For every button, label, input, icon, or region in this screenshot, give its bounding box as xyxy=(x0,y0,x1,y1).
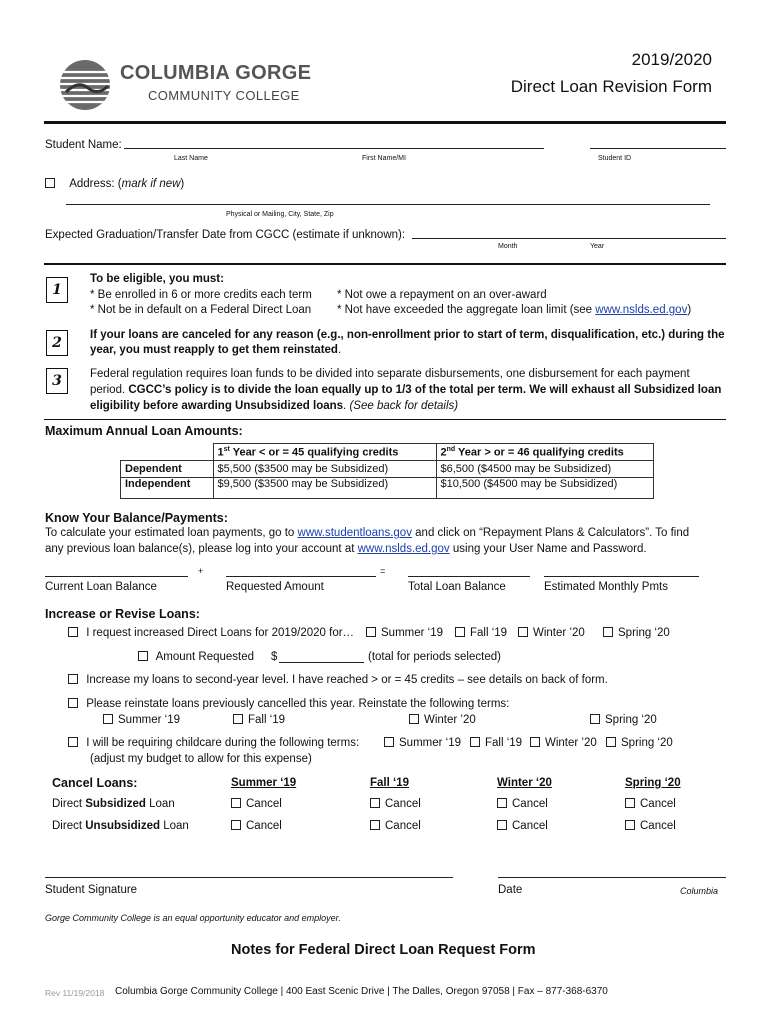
rule-1-d: * Not have exceeded the aggregate loan limit (see xyxy=(337,304,593,316)
cancel-title: Cancel Loans: xyxy=(52,776,138,790)
nslds-link[interactable]: www.nslds.ed.gov xyxy=(595,304,688,316)
date-label: Date xyxy=(498,884,523,896)
dollar-sign: $ xyxy=(271,651,278,663)
notes-title: Notes for Federal Direct Loan Request Form xyxy=(231,942,536,958)
reinstate-summer-checkbox[interactable] xyxy=(103,714,113,724)
rule-2-end: . xyxy=(337,344,342,356)
option-reinstate: Please reinstate loans previously cancelled this year. Reinstate the following terms: xyxy=(68,698,509,710)
amount-requested-row: Amount Requested xyxy=(138,651,254,663)
cancel-sub-summer-checkbox[interactable] xyxy=(231,798,241,808)
reinstate-winter-checkbox[interactable] xyxy=(409,714,419,724)
cancel-unsub-winter-checkbox[interactable] xyxy=(497,820,507,830)
rule-1-d-wrap xyxy=(337,304,691,316)
rule-3-line2a: period. xyxy=(90,384,126,396)
childcare-summer-checkbox[interactable] xyxy=(384,737,394,747)
option-second-year: Increase my loans to second-year level. I have reached > or = 45 credits – see details on back of form. xyxy=(68,674,608,686)
reinstate-winter: Winter ’20 xyxy=(409,714,476,726)
cell-independent-y2: $10,500 ($4500 may be Subsidized) xyxy=(436,478,653,499)
month-caption: Month xyxy=(498,243,518,250)
balance-title: Know Your Balance/Payments: xyxy=(45,511,228,525)
row-label-dependent: Dependent xyxy=(121,461,214,478)
monthly-payment-label: Estimated Monthly Pmts xyxy=(544,581,668,593)
childcare-winter-checkbox[interactable] xyxy=(530,737,540,747)
monthly-payment-field[interactable] xyxy=(544,576,699,577)
childcare-fall-checkbox[interactable] xyxy=(470,737,480,747)
winter20-option: Winter ’20 xyxy=(518,627,585,639)
signature-label: Student Signature xyxy=(45,884,138,896)
increase-loans-checkbox[interactable] xyxy=(68,627,78,637)
rule-1-a: * Be enrolled in 6 or more credits each term xyxy=(90,289,312,301)
summer19-checkbox[interactable] xyxy=(366,627,376,637)
childcare-fall: Fall ‘19 xyxy=(470,737,522,749)
childcare-spring: Spring ‘20 xyxy=(606,737,673,749)
student-name-label: Student Name: xyxy=(45,139,122,151)
cell-independent-y1: $9,500 ($3500 may be Subsidized) xyxy=(213,478,436,499)
rule-1-d-end: ) xyxy=(687,304,692,316)
studentloans-link[interactable]: www.studentloans.gov xyxy=(297,527,412,539)
childcare-spring-checkbox[interactable] xyxy=(606,737,616,747)
rule-1-number: 1 xyxy=(46,277,68,303)
fall19-option: Fall ‘19 xyxy=(455,627,507,639)
reinstate-spring: Spring ‘20 xyxy=(590,714,657,726)
columbia-text: Columbia xyxy=(680,886,719,896)
summer19-option: Summer ‘19 xyxy=(366,627,443,639)
cancel-sub-fall: Cancel xyxy=(370,798,421,810)
cell-dependent-y2: $6,500 ($4500 may be Subsidized) xyxy=(436,461,653,478)
cancel-sub-winter-checkbox[interactable] xyxy=(497,798,507,808)
college-logo xyxy=(58,58,333,110)
rule-2-number: 2 xyxy=(46,330,68,356)
rule-2-line1: If your loans are canceled for any reason (e.g., non-enrollment prior to start of term, disqualification, etc.) during the xyxy=(90,329,725,341)
revision-date: Rev 11/19/2018 xyxy=(45,988,105,998)
current-balance-field[interactable] xyxy=(45,576,188,577)
section-divider xyxy=(44,263,726,265)
reinstate-spring-checkbox[interactable] xyxy=(590,714,600,724)
reinstate-checkbox[interactable] xyxy=(68,698,78,708)
rule-1-c: * Not be in default on a Federal Direct Loan xyxy=(90,304,312,316)
student-id-caption: Student ID xyxy=(598,155,632,162)
eeo-statement: Gorge Community College is an equal opportunity educator and employer. xyxy=(45,913,341,923)
nslds-link-2[interactable]: www.nslds.ed.gov xyxy=(357,543,450,555)
rule-3-line3-wrap xyxy=(90,400,458,412)
option-increase-loans: I request increased Direct Loans for 2019/2020 for… xyxy=(68,627,354,639)
max-loan-title: Maximum Annual Loan Amounts: xyxy=(45,424,243,438)
signature-field[interactable] xyxy=(45,877,453,878)
total-periods-note: (total for periods selected) xyxy=(368,651,501,663)
rule-3-number: 3 xyxy=(46,368,68,394)
cancel-unsub-spring: Cancel xyxy=(625,820,676,832)
childcare-note: (adjust my budget to allow for this expense) xyxy=(90,753,312,765)
student-id-field[interactable] xyxy=(590,148,726,149)
cancel-unsub-summer: Cancel xyxy=(231,820,282,832)
balance-line1: To calculate your estimated loan payments, go to www.studentloans.gov and click on “Repayment Plans & Calculators”. To find xyxy=(45,527,690,539)
address-close: ) xyxy=(180,178,185,190)
cancel-unsub-fall-checkbox[interactable] xyxy=(370,820,380,830)
address-row xyxy=(45,178,184,190)
cancel-sub-summer: Cancel xyxy=(231,798,282,810)
last-name-caption: Last Name xyxy=(174,155,208,162)
table-row xyxy=(121,478,654,499)
reinstate-summer: Summer ‘19 xyxy=(103,714,180,726)
table-row xyxy=(121,461,654,478)
address-field[interactable] xyxy=(66,204,710,205)
cancel-term-winter: Winter ‘20 xyxy=(497,777,552,789)
requested-amount-label: Requested Amount xyxy=(226,581,324,593)
cell-dependent-y1: $5,500 ($3500 may be Subsidized) xyxy=(213,461,436,478)
footer-address: Columbia Gorge Community College | 400 East Scenic Drive | The Dalles, Oregon 97058 | Fax – 877-368-6370 xyxy=(115,986,608,997)
rule-3-line2-wrap xyxy=(90,384,721,396)
cancel-unsub-winter: Cancel xyxy=(497,820,548,832)
globe-logo-icon xyxy=(58,58,112,112)
rule-1-title: To be eligible, you must: xyxy=(90,273,224,285)
address-label: Address: ( xyxy=(69,178,122,190)
max-loan-table xyxy=(120,443,654,499)
cancel-sub-spring-checkbox[interactable] xyxy=(625,798,635,808)
childcare-winter: Winter ’20 xyxy=(530,737,597,749)
rules-divider xyxy=(44,419,726,420)
first-name-caption: First Name/MI xyxy=(362,155,406,162)
spring20-option: Spring ‘20 xyxy=(603,627,670,639)
rule-2-line2-wrap xyxy=(90,344,341,356)
spring20-checkbox[interactable] xyxy=(603,627,613,637)
total-balance-field[interactable] xyxy=(408,576,530,577)
rule-3-line3c: (See back for details) xyxy=(349,400,459,412)
col-header-year2: 2nd Year > or = 46 qualifying credits xyxy=(436,444,653,461)
address-caption: Physical or Mailing, City, State, Zip xyxy=(226,211,334,218)
cancel-unsub-summer-checkbox[interactable] xyxy=(231,820,241,830)
reinstate-fall-checkbox[interactable] xyxy=(233,714,243,724)
balance-line2: any previous loan balance(s), please log into your account at www.nslds.ed.gov using your User Name and Password. xyxy=(45,543,647,555)
address-new-checkbox[interactable] xyxy=(45,178,55,188)
amount-requested-checkbox[interactable] xyxy=(138,651,148,661)
plus-sign: + xyxy=(198,566,204,576)
cancel-unsub-spring-checkbox[interactable] xyxy=(625,820,635,830)
form-title: Direct Loan Revision Form xyxy=(510,77,712,96)
current-balance-label: Current Loan Balance xyxy=(45,581,157,593)
college-name-line1: COLUMBIA GORGE xyxy=(120,62,312,84)
cancel-unsub-fall: Cancel xyxy=(370,820,421,832)
col-header-year1: 1st Year < or = 45 qualifying credits xyxy=(213,444,436,461)
fall19-checkbox[interactable] xyxy=(455,627,465,637)
reinstate-fall: Fall ‘19 xyxy=(233,714,285,726)
childcare-checkbox[interactable] xyxy=(68,737,78,747)
option-childcare: I will be requiring childcare during the following terms: xyxy=(68,737,359,749)
cancel-subsidized-label: Direct Subsidized Loan xyxy=(52,798,175,810)
cancel-sub-fall-checkbox[interactable] xyxy=(370,798,380,808)
header-divider xyxy=(44,121,726,124)
cancel-term-summer: Summer ‘19 xyxy=(231,777,297,789)
rule-1-b: * Not owe a repayment on an over-award xyxy=(337,289,547,301)
amount-requested-field[interactable] xyxy=(279,662,364,663)
rule-3-line2b: CGCC’s policy is to divide the loan equally up to 1/3 of the total per term. We will exhaust all Subsidized loan xyxy=(128,384,722,396)
winter20-checkbox[interactable] xyxy=(518,627,528,637)
student-name-field[interactable] xyxy=(124,148,544,149)
cancel-term-fall: Fall ‘19 xyxy=(370,777,409,789)
cancel-sub-spring: Cancel xyxy=(625,798,676,810)
rule-2-line2: year, you must reapply to get them reinstated xyxy=(90,344,338,356)
requested-amount-field[interactable] xyxy=(226,576,376,577)
increase-title: Increase or Revise Loans: xyxy=(45,607,200,621)
rule-3-line1: Federal regulation requires loan funds to be divided into separate disbursements, one disbursement for each payment xyxy=(90,368,690,380)
grad-date-field[interactable] xyxy=(412,238,726,239)
college-name-line2: COMMUNITY COLLEGE xyxy=(148,88,300,103)
form-year: 2019/2020 xyxy=(631,50,712,69)
childcare-summer: Summer ‘19 xyxy=(384,737,461,749)
address-hint: mark if new xyxy=(121,178,181,190)
cancel-sub-winter: Cancel xyxy=(497,798,548,810)
date-field[interactable] xyxy=(498,877,726,878)
cancel-term-spring: Spring ‘20 xyxy=(625,777,681,789)
rule-3-line3b: . xyxy=(343,400,347,412)
row-label-independent: Independent xyxy=(121,478,214,499)
total-balance-label: Total Loan Balance xyxy=(408,581,506,593)
rule-3-line3a: eligibility before awarding Unsubsidized loans xyxy=(90,400,344,412)
year-caption: Year xyxy=(590,243,605,250)
cancel-unsubsidized-label: Direct Unsubsidized Loan xyxy=(52,820,189,832)
grad-date-label: Expected Graduation/Transfer Date from CGCC (estimate if unknown): xyxy=(45,229,406,241)
equals-sign: = xyxy=(380,566,386,576)
second-year-checkbox[interactable] xyxy=(68,674,78,684)
